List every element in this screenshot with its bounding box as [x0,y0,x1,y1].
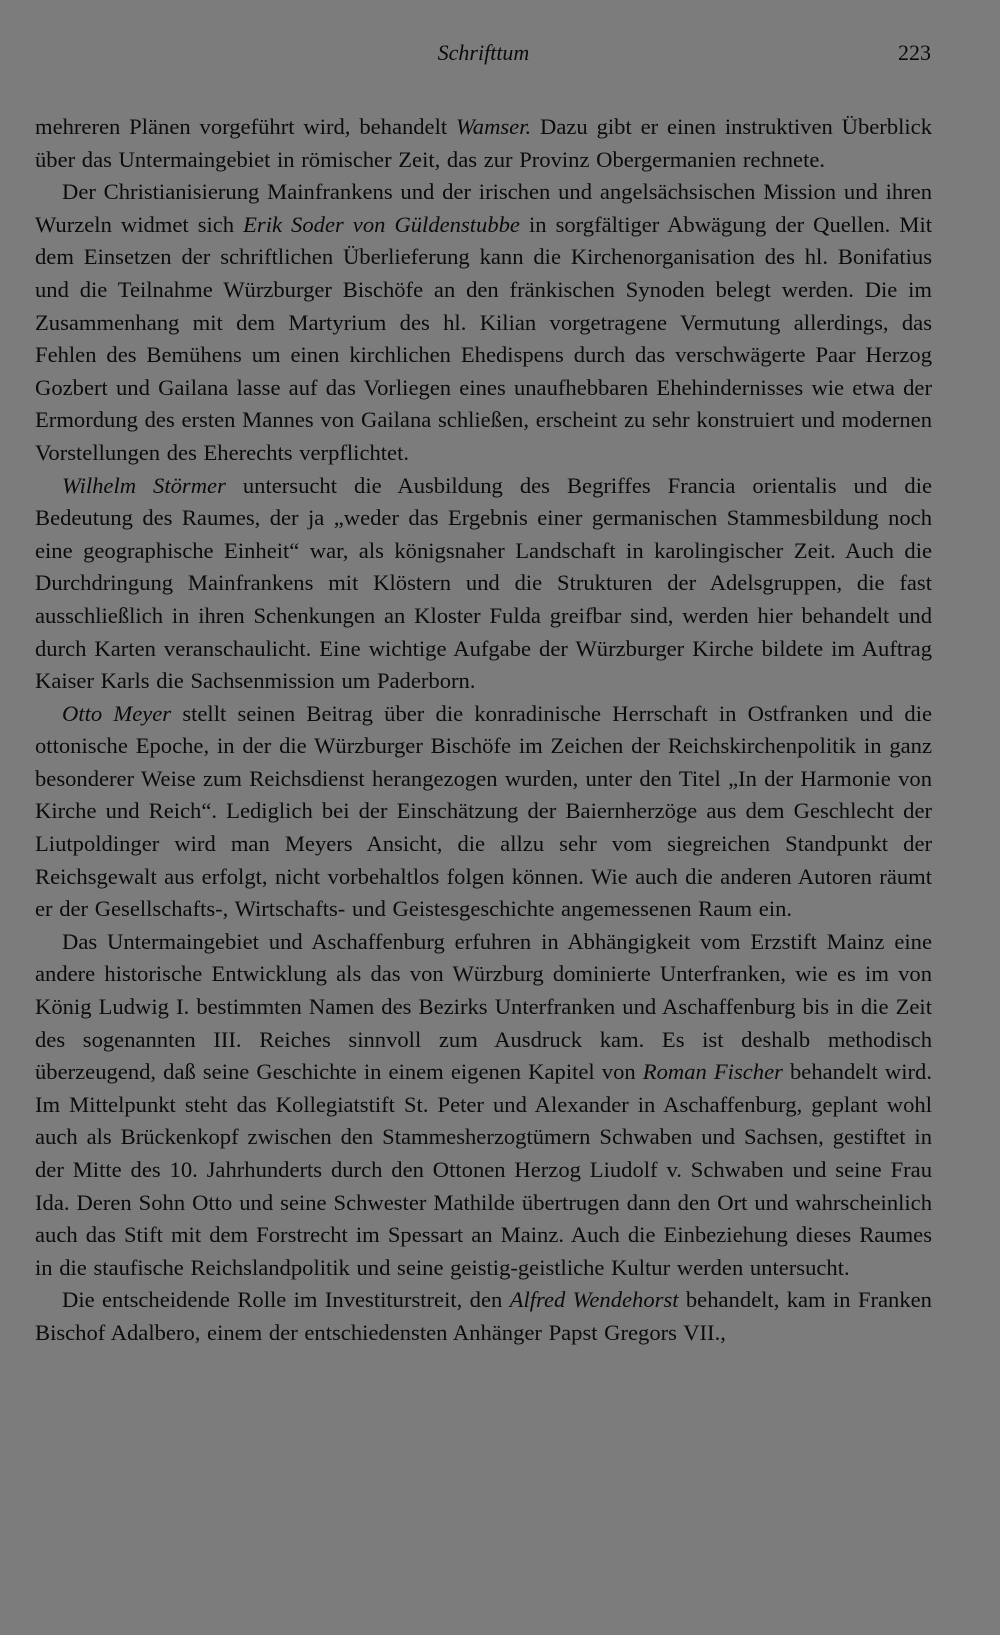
text-run: mehreren Plänen vorgeführt wird, behandelt [35,114,457,139]
text-run: behandelt wird. Im Mittelpunkt steht das Kollegiatstift St. Peter und Alexander in Aschaffenburg, geplant wohl auch als Brückenkopf zwischen den Stammesherzogtümern Schwaben und Sachsen, gestiftet in der Mitte des 10. Jahrhunderts durch den Ottonen Herzog Liudolf v. Schwaben und seine Frau Ida. Deren Sohn Otto und seine Schwester Mathilde übertrugen dann den Ort und wahrscheinlich auch das Stift mit dem Forstrecht im Spessart an Mainz. Auch die Einbeziehung dieses Raumes in die staufische Reichslandpolitik und seine geistig-geistliche Kultur werden untersucht. [35,1059,932,1280]
author-name: Wilhelm Störmer [62,472,226,498]
text-run: Der Christianisierung Mainfrankens und der irischen und angelsächsischen Mission und ihren Wurzeln widmet sich [35,179,932,237]
paragraph [35,111,932,176]
running-title: Schrifttum [437,40,530,65]
text-run: untersucht die Ausbildung des Begriffes Francia orientalis und die Bedeutung des Raumes, der ja „weder das Ergebnis einer germanischen Stammesbildung noch eine geographische Einheit“ war, als königsnaher Landschaft in karolingischer Zeit. Auch die Durchdringung Mainfrankens mit Klöstern und die Strukturen der Adelsgruppen, die fast ausschließlich in ihren Schenkungen an Kloster Fulda greifbar sind, werden hier behandelt und durch Karten veranschaulicht. Eine wichtige Aufgabe der Würzburger Kirche bildete im Auftrag Kaiser Karls die Sachsenmission um Paderborn. [35,472,933,694]
page-number: 223 [898,40,931,65]
text-run: stellt seinen Beitrag über die konradinische Herrschaft in Ostfranken und die ottonische Epoche, in der die Würzburger Bischöfe im Zeichen der Reichskirchenpolitik in ganz besonderer Weise zum Reichsdienst herangezogen wurden, unter den Titel „In der Harmonie von Kirche und Reich“. Lediglich bei der Einschätzung der Baiernherzöge aus dem Geschlecht der Liutpoldinger wird man Meyers Ansicht, die allzu sehr vom siegreichen Standpunkt der Reichsgewalt aus erfolgt, nicht vorbehaltlos folgen können. Wie auch die anderen Autoren räumt er der Gesellschafts-, Wirtschafts- und Geistesgeschichte angemessenen Raum ein. [35,700,932,922]
author-name: Roman Fischer [642,1059,783,1085]
text-run: Dazu gibt er einen instruktiven Überblick über das Untermaingebiet in römischer Zeit, das zur Provinz Obergermanien rechnete. [35,114,932,172]
paragraph [35,698,932,926]
author-name: Otto Meyer [62,700,172,726]
paragraph [35,176,932,469]
author-name: Wamser. [456,114,532,139]
body-text [35,111,932,1350]
running-head [36,40,931,80]
paragraph [35,1284,932,1349]
text-run: Das Untermaingebiet und Aschaffenburg erfuhren in Abhängigkeit vom Erzstift Mainz eine andere historische Entwicklung als das von Würzburg dominierte Unterfranken, wie es im von König Ludwig I. bestimmten Namen des Bezirks Unterfranken und Aschaffenburg bis in die Zeit des sogenannten III. Reiches sinnvoll zum Ausdruck kam. Es ist deshalb methodisch überzeugend, daß seine Geschichte in einem eigenen Kapitel von [35,928,932,1085]
text-run: in sorgfältiger Abwägung der Quellen. Mit dem Einsetzen der schriftlichen Überlieferung kann die Kirchenorganisation des hl. Bonifatius und die Teilnahme Würzburger Bischöfe an den fränkischen Synoden belegt werden. Die im Zusammenhang mit dem Martyrium des hl. Kilian vorgetragene Vermutung allerdings, das Fehlen des Bemühens um einen kirchlichen Ehedispens durch das verschwägerte Paar Herzog Gozbert und Gailana lasse auf das Vorliegen eines unaufhebbaren Ehehindernisses wie etwa der Ermordung des ersten Mannes von Gailana schließen, erscheint zu sehr konstruiert und modernen Vorstellungen des Eherechts verpflichtet. [35,211,932,465]
text-run: behandelt, kam in Franken Bischof Adalbero, einem der entschiedensten Anhänger Papst Gregors VII., [35,1287,932,1345]
paragraph [35,470,932,698]
paragraph [35,926,932,1285]
author-name: Alfred Wendehorst [509,1287,679,1313]
text-run: Die entscheidende Rolle im Investiturstreit, den [62,1287,510,1313]
author-name: Erik Soder von Güldenstubbe [243,211,520,237]
